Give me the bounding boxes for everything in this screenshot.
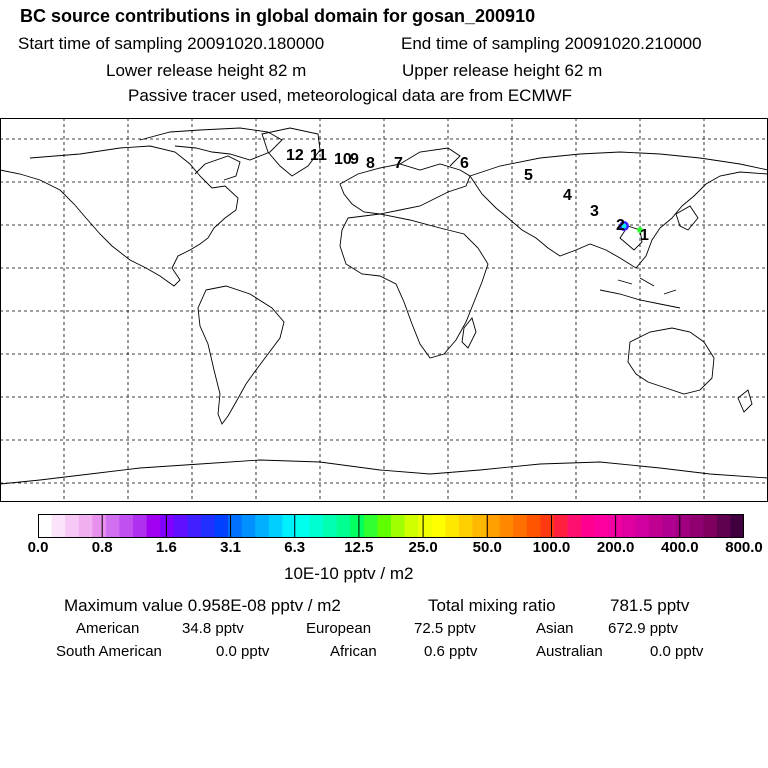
american-value: 34.8 pptv: [182, 620, 244, 637]
colorbar-tick-label: 25.0: [408, 539, 438, 556]
colorbar-cell: [201, 514, 215, 538]
colorbar-tick-label: 3.1: [220, 539, 241, 556]
colorbar-cell: [38, 514, 52, 538]
colorbar-cell: [52, 514, 66, 538]
african-value: 0.6 pptv: [424, 643, 478, 660]
colorbar-cell: [622, 514, 636, 538]
european-value: 72.5 pptv: [414, 620, 476, 637]
trajectory-label-7: 7: [394, 155, 403, 172]
colorbar-cell: [554, 514, 568, 538]
colorbar-cell: [676, 514, 690, 538]
south-american-label: South American: [56, 643, 162, 660]
colorbar-tick-label: 0.8: [91, 539, 113, 556]
colorbar-tick-label: 50.0: [472, 539, 502, 556]
colorbar-cell: [106, 514, 120, 538]
asian-label: Asian: [536, 620, 574, 637]
colorbar-cell: [79, 514, 93, 538]
colorbar-cell: [147, 514, 161, 538]
colorbar-cell: [337, 514, 351, 538]
trajectory-label-12: 12: [286, 147, 304, 164]
colorbar-cell: [215, 514, 229, 538]
trajectory-label-9: 9: [350, 151, 359, 168]
colorbar-cell: [445, 514, 459, 538]
colorbar-cell: [472, 514, 486, 538]
plot-title: BC source contributions in global domain for gosan_200910: [20, 6, 536, 26]
colorbar-cell: [527, 514, 541, 538]
colorbar-cell: [500, 514, 514, 538]
trajectory-label-1: 1: [640, 227, 649, 244]
world-map: [0, 118, 768, 502]
colorbar-cell: [649, 514, 663, 538]
total-mixing-label: Total mixing ratio: [428, 596, 556, 615]
african-label: African: [330, 643, 377, 660]
colorbar-cell: [92, 514, 106, 538]
colorbar-cell: [418, 514, 432, 538]
max-value: Maximum value 0.958E-08 pptv / m2: [64, 596, 341, 615]
south-american-value: 0.0 pptv: [216, 643, 270, 660]
lower-release-height: Lower release height 82 m: [106, 61, 307, 80]
colorbar-tick-label: 1.6: [155, 539, 177, 556]
colorbar-cell: [242, 514, 256, 538]
colorbar-cell: [581, 514, 595, 538]
australian-label: Australian: [536, 643, 603, 660]
colorbar-cell: [730, 514, 744, 538]
colorbar-cell: [323, 514, 337, 538]
end-time-label: End time of sampling 20091020.210000: [401, 34, 702, 53]
colorbar-cell: [432, 514, 446, 538]
trajectory-label-6: 6: [460, 155, 469, 172]
colorbar-cell: [595, 514, 609, 538]
colorbar-cell: [405, 514, 419, 538]
colorbar-cell: [717, 514, 731, 538]
colorbar-cell: [391, 514, 405, 538]
colorbar-cell: [364, 514, 378, 538]
colorbar-cell: [187, 514, 201, 538]
asian-value: 672.9 pptv: [608, 620, 679, 637]
colorbar: [38, 514, 744, 538]
colorbar-tick-label: 6.3: [284, 539, 306, 556]
australian-value: 0.0 pptv: [650, 643, 704, 660]
colorbar-cell: [65, 514, 79, 538]
colorbar-cell: [690, 514, 704, 538]
colorbar-cell: [160, 514, 174, 538]
colorbar-tick-label: 0.0: [27, 539, 49, 556]
colorbar-tick-label: 800.0: [725, 539, 763, 556]
colorbar-cell: [174, 514, 188, 538]
colorbar-cell: [703, 514, 717, 538]
trajectory-label-10: 10: [334, 151, 352, 168]
trajectory-label-4: 4: [563, 187, 572, 204]
colorbar-cell: [350, 514, 364, 538]
colorbar-tick-label: 200.0: [596, 539, 635, 556]
tracer-note: Passive tracer used, meteorological data are from ECMWF: [128, 86, 573, 105]
colorbar-unit: 10E-10 pptv / m2: [284, 564, 414, 583]
colorbar-cell: [568, 514, 582, 538]
trajectory-label-3: 3: [590, 203, 599, 220]
colorbar-cell: [513, 514, 527, 538]
trajectory-label-8: 8: [366, 155, 375, 172]
colorbar-cell: [635, 514, 649, 538]
colorbar-tick-label: 100.0: [532, 539, 571, 556]
colorbar-cell: [663, 514, 677, 538]
trajectory-label-2: 2: [616, 217, 625, 234]
upper-release-height: Upper release height 62 m: [402, 61, 603, 80]
colorbar-tick-label: 12.5: [344, 539, 374, 556]
colorbar-cell: [459, 514, 473, 538]
trajectory-label-5: 5: [524, 167, 533, 184]
colorbar-cell: [540, 514, 554, 538]
colorbar-cell: [133, 514, 147, 538]
colorbar-cell: [119, 514, 133, 538]
colorbar-tick-label: 400.0: [661, 539, 699, 556]
american-label: American: [76, 620, 140, 637]
trajectory-label-11: 11: [310, 147, 327, 164]
total-mixing-value: 781.5 pptv: [610, 596, 690, 615]
colorbar-cell: [269, 514, 283, 538]
colorbar-cell: [377, 514, 391, 538]
colorbar-cell: [310, 514, 324, 538]
european-label: European: [306, 620, 372, 637]
colorbar-cell: [255, 514, 269, 538]
start-time-label: Start time of sampling 20091020.180000: [18, 34, 325, 53]
colorbar-cell: [296, 514, 310, 538]
colorbar-cell: [486, 514, 500, 538]
